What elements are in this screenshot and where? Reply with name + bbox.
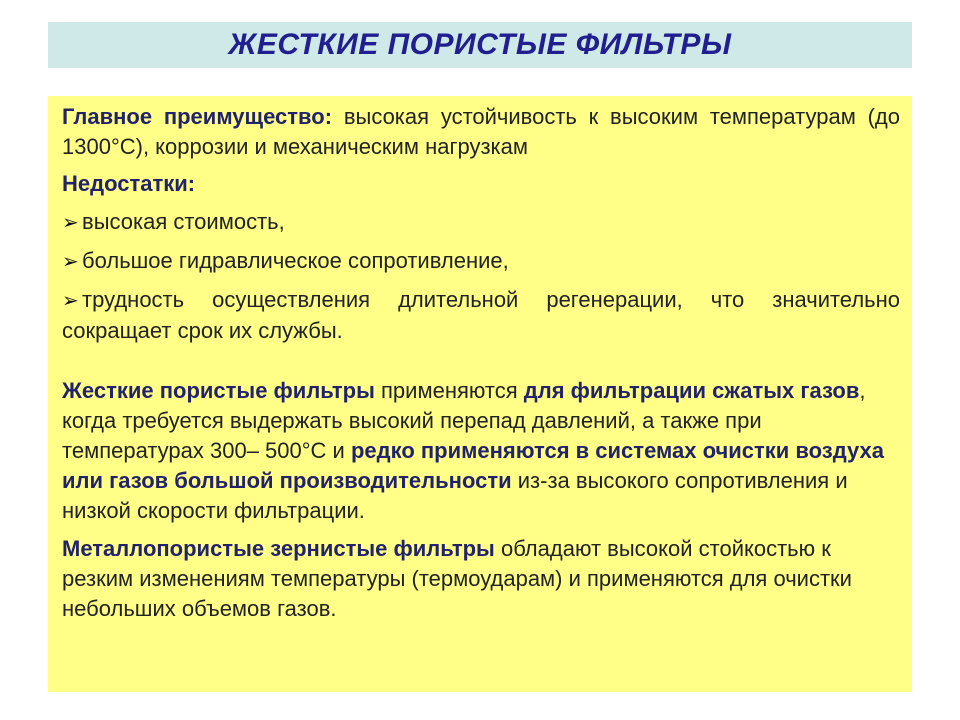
list-item-text: большое гидравлическое сопротивление, [82,248,509,273]
application-text-6: из-за высокого сопротивления и низкой скорости фильтрации. [62,468,848,523]
arrow-bullet-icon: ➢ [62,290,79,312]
metal-text-2: обладают высокой стойкостью к резким изменениям температуры (термоударам) и применяются для очистки небольших объемов газов. [62,536,852,621]
application-bold-1: Жесткие пористые фильтры [62,378,375,403]
advantage-paragraph [62,102,900,162]
advantage-label: Главное преимущество: [62,104,333,129]
disadvantages-label: Недостатки: [62,171,196,196]
advantage-text: высокая устойчивость к высоким температурам (до 1300°С), коррозии и механическим нагрузкам [62,104,900,159]
application-paragraph [62,376,900,526]
list-item-text: трудность осуществления длительной регенерации, что значительно сокращает срок их службы. [62,287,900,343]
application-bold-3: для фильтрации сжатых газов [523,378,860,403]
application-text-4: , когда требуется выдержать высокий перепад давлений, а также при температурах 300– 500°С и [62,378,866,463]
title-bar [48,22,912,68]
list-item-text: высокая стоимость, [82,209,285,234]
list-item [62,207,900,238]
list-item [62,246,900,277]
list-item [62,285,900,346]
application-bold-5: редко применяются в системах очистки воздуха или газов большой производительности [62,438,884,493]
metal-paragraph [62,534,900,624]
arrow-bullet-icon: ➢ [62,212,79,234]
arrow-bullet-icon: ➢ [62,251,79,273]
metal-bold-1: Металлопористые зернистые фильтры [62,536,495,561]
disadvantages-heading [62,169,900,199]
content-box [48,96,912,692]
slide-title: ЖЕСТКИЕ ПОРИСТЫЕ ФИЛЬТРЫ [228,28,732,61]
application-text-2: применяются [374,378,524,403]
